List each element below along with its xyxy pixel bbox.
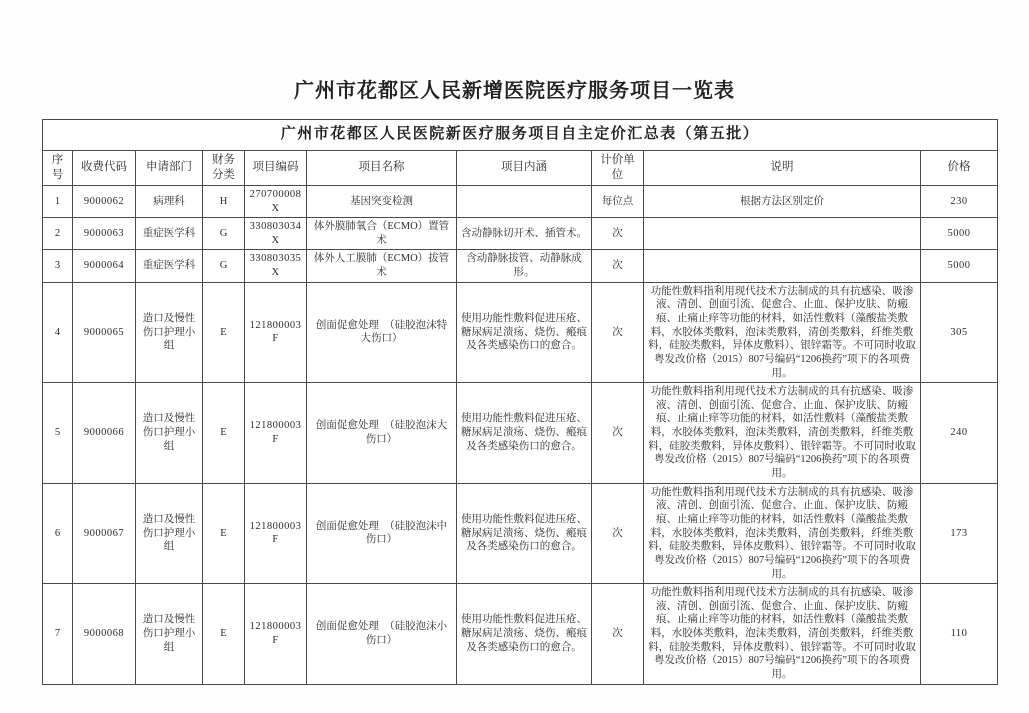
cell-finance_class: E [203, 483, 245, 583]
table-row [43, 584, 998, 684]
cell-price: 5000 [921, 218, 998, 250]
cell-item_code: 121800003F [245, 483, 307, 583]
cell-connotation: 使用功能性敷料促进压疮、糖尿病足溃疡、烧伤、瘢痕及各类感染伤口的愈合。 [457, 584, 592, 684]
cell-seq: 2 [43, 218, 73, 250]
table-row [43, 282, 998, 382]
column-header-3: 财务分类 [203, 151, 245, 186]
cell-item_name: 创面促愈处理 （硅胶泡沫大伤口） [307, 383, 457, 483]
cell-price: 240 [921, 383, 998, 483]
cell-item_name: 基因突变检测 [307, 185, 457, 217]
cell-finance_class: E [203, 282, 245, 382]
cell-item_code: 330803035X [245, 250, 307, 282]
cell-seq: 6 [43, 483, 73, 583]
table-row [43, 250, 998, 282]
cell-department: 造口及慢性伤口护理小组 [136, 282, 203, 382]
cell-note [644, 218, 921, 250]
cell-note [644, 250, 921, 282]
cell-department: 病理科 [136, 185, 203, 217]
cell-fee_code: 9000066 [73, 383, 136, 483]
column-header-2: 申请部门 [136, 151, 203, 186]
column-header-1: 收费代码 [73, 151, 136, 186]
cell-finance_class: G [203, 218, 245, 250]
cell-connotation: 使用功能性敷料促进压疮、糖尿病足溃疡、烧伤、瘢痕及各类感染伤口的愈合。 [457, 282, 592, 382]
cell-note: 功能性敷料指利用现代技术方法制成的具有抗感染、吸渗液、清创、创面引流、促愈合、止血、保护皮肤、防瘢痕、止痛止痒等功能的材料，如活性敷料（藻酸盐类敷料，水胶体类敷料，泡沫类敷料，清创类敷料，纤维类敷料，硅胶类敷料，异体皮敷料）、银锌霜等。不可同时收取粤发改价格（2015）807号编码“1206换药”项下的各项费用。 [644, 282, 921, 382]
cell-item_code: 270700008X [245, 185, 307, 217]
table-head [43, 120, 998, 186]
cell-unit: 次 [592, 584, 644, 684]
table-row [43, 185, 998, 217]
table-subtitle-row [43, 120, 998, 151]
cell-unit: 次 [592, 282, 644, 382]
cell-connotation: 含动静脉拔管、动静脉成形。 [457, 250, 592, 282]
table-subtitle: 广州市花都区人民医院新医疗服务项目自主定价汇总表（第五批） [43, 120, 998, 151]
cell-finance_class: H [203, 185, 245, 217]
cell-price: 5000 [921, 250, 998, 282]
cell-fee_code: 9000064 [73, 250, 136, 282]
cell-unit: 次 [592, 483, 644, 583]
cell-unit: 次 [592, 218, 644, 250]
cell-department: 造口及慢性伤口护理小组 [136, 483, 203, 583]
cell-unit: 每位点 [592, 185, 644, 217]
cell-item_code: 121800003F [245, 383, 307, 483]
table-row [43, 483, 998, 583]
cell-item_code: 330803034X [245, 218, 307, 250]
table-header-row [43, 151, 998, 186]
cell-unit: 次 [592, 383, 644, 483]
cell-department: 造口及慢性伤口护理小组 [136, 383, 203, 483]
cell-seq: 1 [43, 185, 73, 217]
cell-fee_code: 9000063 [73, 218, 136, 250]
column-header-9: 价格 [921, 151, 998, 186]
cell-seq: 7 [43, 584, 73, 684]
cell-finance_class: G [203, 250, 245, 282]
column-header-6: 项目内涵 [457, 151, 592, 186]
cell-connotation: 使用功能性敷料促进压疮、糖尿病足溃疡、烧伤、瘢痕及各类感染伤口的愈合。 [457, 483, 592, 583]
page-title: 广州市花都区人民新增医院医疗服务项目一览表 [294, 80, 735, 102]
cell-item_name: 创面促愈处理 （硅胶泡沫小伤口） [307, 584, 457, 684]
cell-fee_code: 9000062 [73, 185, 136, 217]
cell-note: 功能性敷料指利用现代技术方法制成的具有抗感染、吸渗液、清创、创面引流、促愈合、止血、保护皮肤、防瘢痕、止痛止痒等功能的材料，如活性敷料（藻酸盐类敷料，水胶体类敷料，泡沫类敷料，清创类敷料，纤维类敷料，硅胶类敷料，异体皮敷料）、银锌霜等。不可同时收取粤发改价格（2015）807号编码“1206换药”项下的各项费用。 [644, 383, 921, 483]
cell-fee_code: 9000068 [73, 584, 136, 684]
cell-department: 重症医学科 [136, 250, 203, 282]
cell-item_name: 体外膜肺氧合（ECMO）置管术 [307, 218, 457, 250]
column-header-0: 序号 [43, 151, 73, 186]
cell-item_name: 体外人工膜肺（ECMO）拔管术 [307, 250, 457, 282]
cell-price: 230 [921, 185, 998, 217]
cell-department: 造口及慢性伤口护理小组 [136, 584, 203, 684]
cell-item_code: 121800003F [245, 282, 307, 382]
cell-item_name: 创面促愈处理 （硅胶泡沫中伤口） [307, 483, 457, 583]
cell-item_code: 121800003F [245, 584, 307, 684]
column-header-5: 项目名称 [307, 151, 457, 186]
cell-seq: 5 [43, 383, 73, 483]
cell-connotation: 使用功能性敷料促进压疮、糖尿病足溃疡、烧伤、瘢痕及各类感染伤口的愈合。 [457, 383, 592, 483]
cell-seq: 3 [43, 250, 73, 282]
cell-note: 功能性敷料指利用现代技术方法制成的具有抗感染、吸渗液、清创、创面引流、促愈合、止血、保护皮肤、防瘢痕、止痛止痒等功能的材料，如活性敷料（藻酸盐类敷料，水胶体类敷料，泡沫类敷料，清创类敷料，纤维类敷料，硅胶类敷料，异体皮敷料）、银锌霜等。不可同时收取粤发改价格（2015）807号编码“1206换药”项下的各项费用。 [644, 584, 921, 684]
column-header-7: 计价单位 [592, 151, 644, 186]
cell-item_name: 创面促愈处理 （硅胶泡沫特大伤口） [307, 282, 457, 382]
cell-price: 110 [921, 584, 998, 684]
cell-finance_class: E [203, 584, 245, 684]
cell-unit: 次 [592, 250, 644, 282]
cell-note: 根据方法区别定价 [644, 185, 921, 217]
cell-fee_code: 9000067 [73, 483, 136, 583]
cell-price: 173 [921, 483, 998, 583]
cell-note: 功能性敷料指利用现代技术方法制成的具有抗感染、吸渗液、清创、创面引流、促愈合、止血、保护皮肤、防瘢痕、止痛止痒等功能的材料，如活性敷料（藻酸盐类敷料，水胶体类敷料，泡沫类敷料，清创类敷料，纤维类敷料，硅胶类敷料，异体皮敷料）、银锌霜等。不可同时收取粤发改价格（2015）807号编码“1206换药”项下的各项费用。 [644, 483, 921, 583]
column-header-8: 说明 [644, 151, 921, 186]
cell-seq: 4 [43, 282, 73, 382]
cell-finance_class: E [203, 383, 245, 483]
pricing-table [42, 119, 998, 685]
table-row [43, 218, 998, 250]
column-header-4: 项目编码 [245, 151, 307, 186]
table-body [43, 185, 998, 684]
cell-connotation: 含动静脉切开术、插管术。 [457, 218, 592, 250]
cell-price: 305 [921, 282, 998, 382]
cell-department: 重症医学科 [136, 218, 203, 250]
cell-fee_code: 9000065 [73, 282, 136, 382]
cell-connotation [457, 185, 592, 217]
table-row [43, 383, 998, 483]
